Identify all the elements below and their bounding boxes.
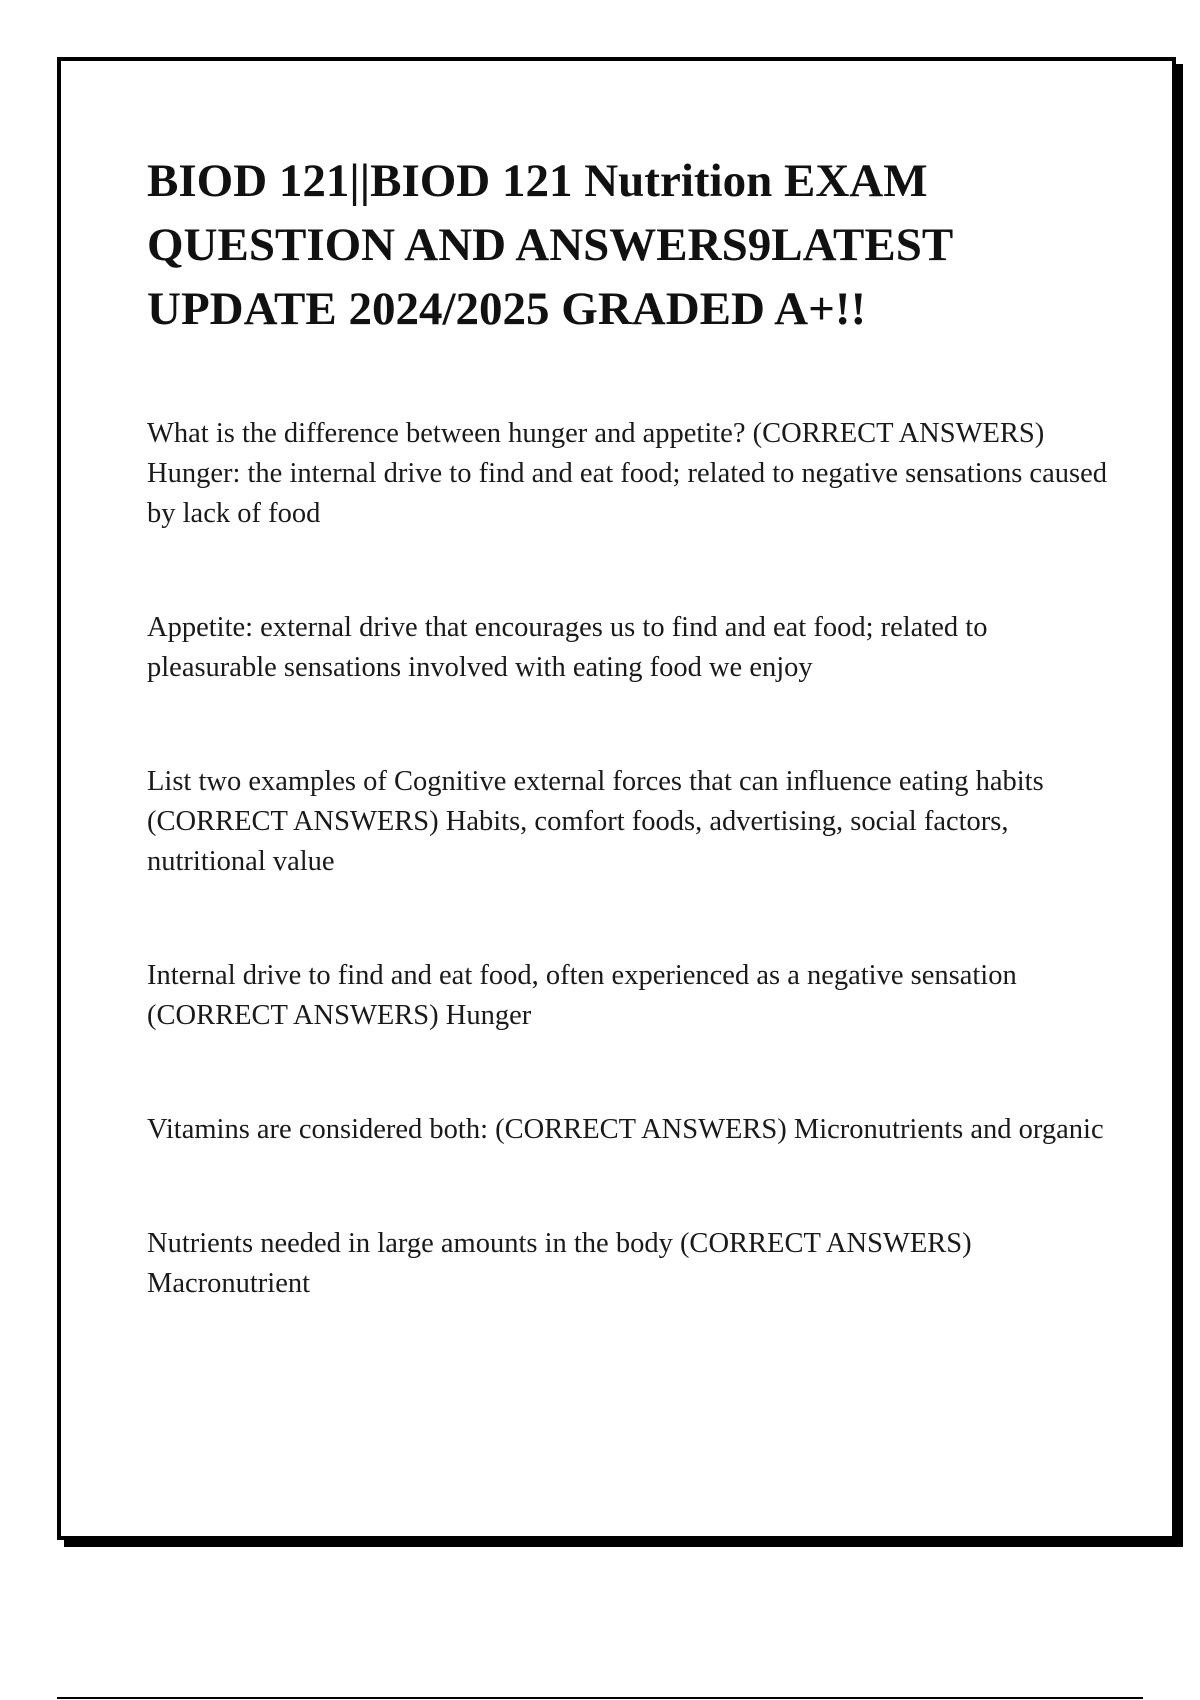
qa-item: Internal drive to find and eat food, often experienced as a negative sensation (CORRECT ANSWERS) Hunger [147, 960, 1017, 1031]
bottom-divider [57, 1697, 1143, 1699]
qa-item: Nutrients needed in large amounts in the body (CORRECT ANSWERS) Macronutrient [147, 1228, 972, 1299]
qa-list [147, 414, 1107, 1304]
qa-item: What is the difference between hunger and appetite? (CORRECT ANSWERS) Hunger: the internal drive to find and eat food; related to negative sensations caused by lack of food [147, 418, 1107, 529]
qa-item: Appetite: external drive that encourages us to find and eat food; related to pleasurable sensations involved with eating food we enjoy [147, 612, 988, 683]
document-title: BIOD 121||BIOD 121 Nutrition EXAM QUESTION AND ANSWERS9LATEST UPDATE 2024/2025 GRADED A+!! [147, 155, 953, 335]
document-page [57, 57, 1176, 1540]
qa-item: List two examples of Cognitive external forces that can influence eating habits (CORRECT ANSWERS) Habits, comfort foods, advertising, social factors, nutritional value [147, 766, 1044, 877]
qa-item: Vitamins are considered both: (CORRECT ANSWERS) Micronutrients and organic [147, 1114, 1104, 1145]
